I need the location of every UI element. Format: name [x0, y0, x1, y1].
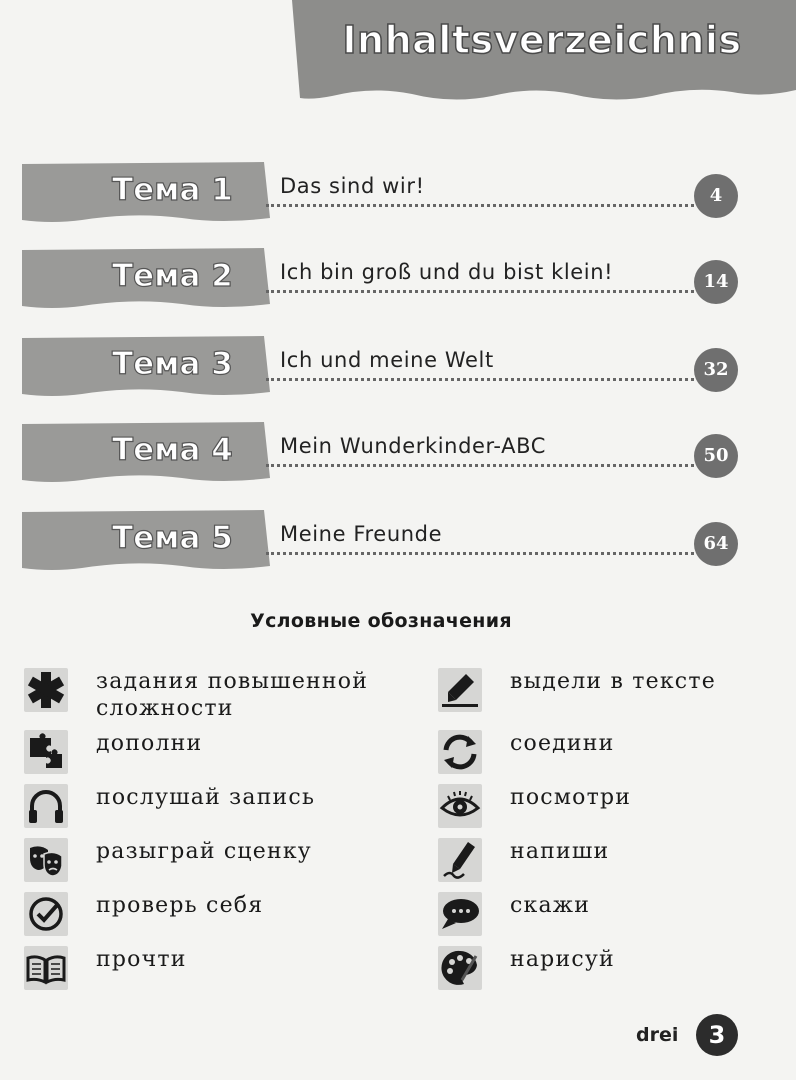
toc-row-2[interactable] — [22, 246, 782, 326]
footer-page-number: 3 — [696, 1014, 738, 1056]
connect-arrows-icon — [438, 730, 482, 774]
legend-item — [438, 946, 768, 996]
toc-row-1[interactable] — [22, 160, 782, 240]
dot-leader — [266, 552, 694, 555]
dot-leader — [266, 378, 694, 381]
pen-write-icon — [438, 838, 482, 882]
checkmark-icon — [24, 892, 68, 936]
legend-item — [438, 668, 768, 718]
toc-title: Ich und meine Welt — [280, 348, 494, 372]
dot-leader — [266, 290, 694, 293]
legend-label: разыграй сценку — [96, 839, 312, 864]
legend-item — [438, 730, 768, 780]
asterisk-icon — [24, 668, 68, 712]
legend-label: выдели в тексте — [510, 669, 716, 694]
toc-title: Ich bin groß und du bist klein! — [280, 260, 614, 284]
legend-item — [24, 892, 404, 942]
legend-item — [24, 838, 404, 888]
legend-item — [24, 730, 404, 780]
toc-row-4[interactable] — [22, 420, 782, 500]
legend-label: послушай запись — [96, 785, 316, 810]
puzzle-icon — [24, 730, 68, 774]
legend-item — [24, 946, 404, 996]
page-number-badge: 32 — [694, 348, 738, 392]
legend-item — [438, 784, 768, 834]
page-title: Inhaltsverzeichnis — [342, 18, 742, 62]
legend-label: дополни — [96, 731, 203, 756]
legend-item — [438, 838, 768, 888]
tema-label: Тема 4 — [112, 432, 233, 468]
tema-label: Тема 3 — [112, 346, 233, 382]
legend-label: посмотри — [510, 785, 632, 810]
legend-label-line: задания повышенной — [96, 669, 369, 694]
tema-tab — [22, 420, 272, 486]
toc-title: Mein Wunderkinder-ABC — [280, 434, 547, 458]
tema-tab — [22, 334, 272, 400]
tema-label: Тема 2 — [112, 258, 233, 294]
page-number-badge: 14 — [694, 260, 738, 304]
legend-item — [24, 668, 404, 721]
legend-item — [438, 892, 768, 942]
legend-label: проверь себя — [96, 893, 264, 918]
legend-label: напиши — [510, 839, 610, 864]
theater-masks-icon — [24, 838, 68, 882]
page-number-badge: 50 — [694, 434, 738, 478]
tema-label: Тема 5 — [112, 520, 233, 556]
tema-label: Тема 1 — [112, 172, 233, 208]
page-number-badge: 4 — [694, 174, 738, 218]
footer-page-word: drei — [636, 1024, 679, 1046]
page-number-badge: 64 — [694, 522, 738, 566]
tema-tab — [22, 160, 272, 226]
legend-label — [96, 668, 368, 722]
legend-item — [24, 784, 404, 834]
tema-tab — [22, 508, 272, 574]
tema-tab — [22, 246, 272, 312]
eye-icon — [438, 784, 482, 828]
legend-label-line: сложности — [96, 696, 234, 721]
header-banner — [292, 0, 796, 112]
dot-leader — [266, 204, 694, 207]
palette-icon — [438, 946, 482, 990]
toc-row-3[interactable] — [22, 334, 782, 414]
legend-label: прочти — [96, 947, 187, 972]
headphones-icon — [24, 784, 68, 828]
toc-title: Das sind wir! — [280, 174, 425, 198]
legend-heading: Условные обозначения — [250, 610, 512, 632]
toc-title: Meine Freunde — [280, 522, 443, 546]
legend-label: скажи — [510, 893, 591, 918]
legend-label: соедини — [510, 731, 615, 756]
dot-leader — [266, 464, 694, 467]
toc-row-5[interactable] — [22, 508, 782, 588]
open-book-icon — [24, 946, 68, 990]
speech-bubble-icon — [438, 892, 482, 936]
legend-label: нарисуй — [510, 947, 615, 972]
highlighter-icon — [438, 668, 482, 712]
